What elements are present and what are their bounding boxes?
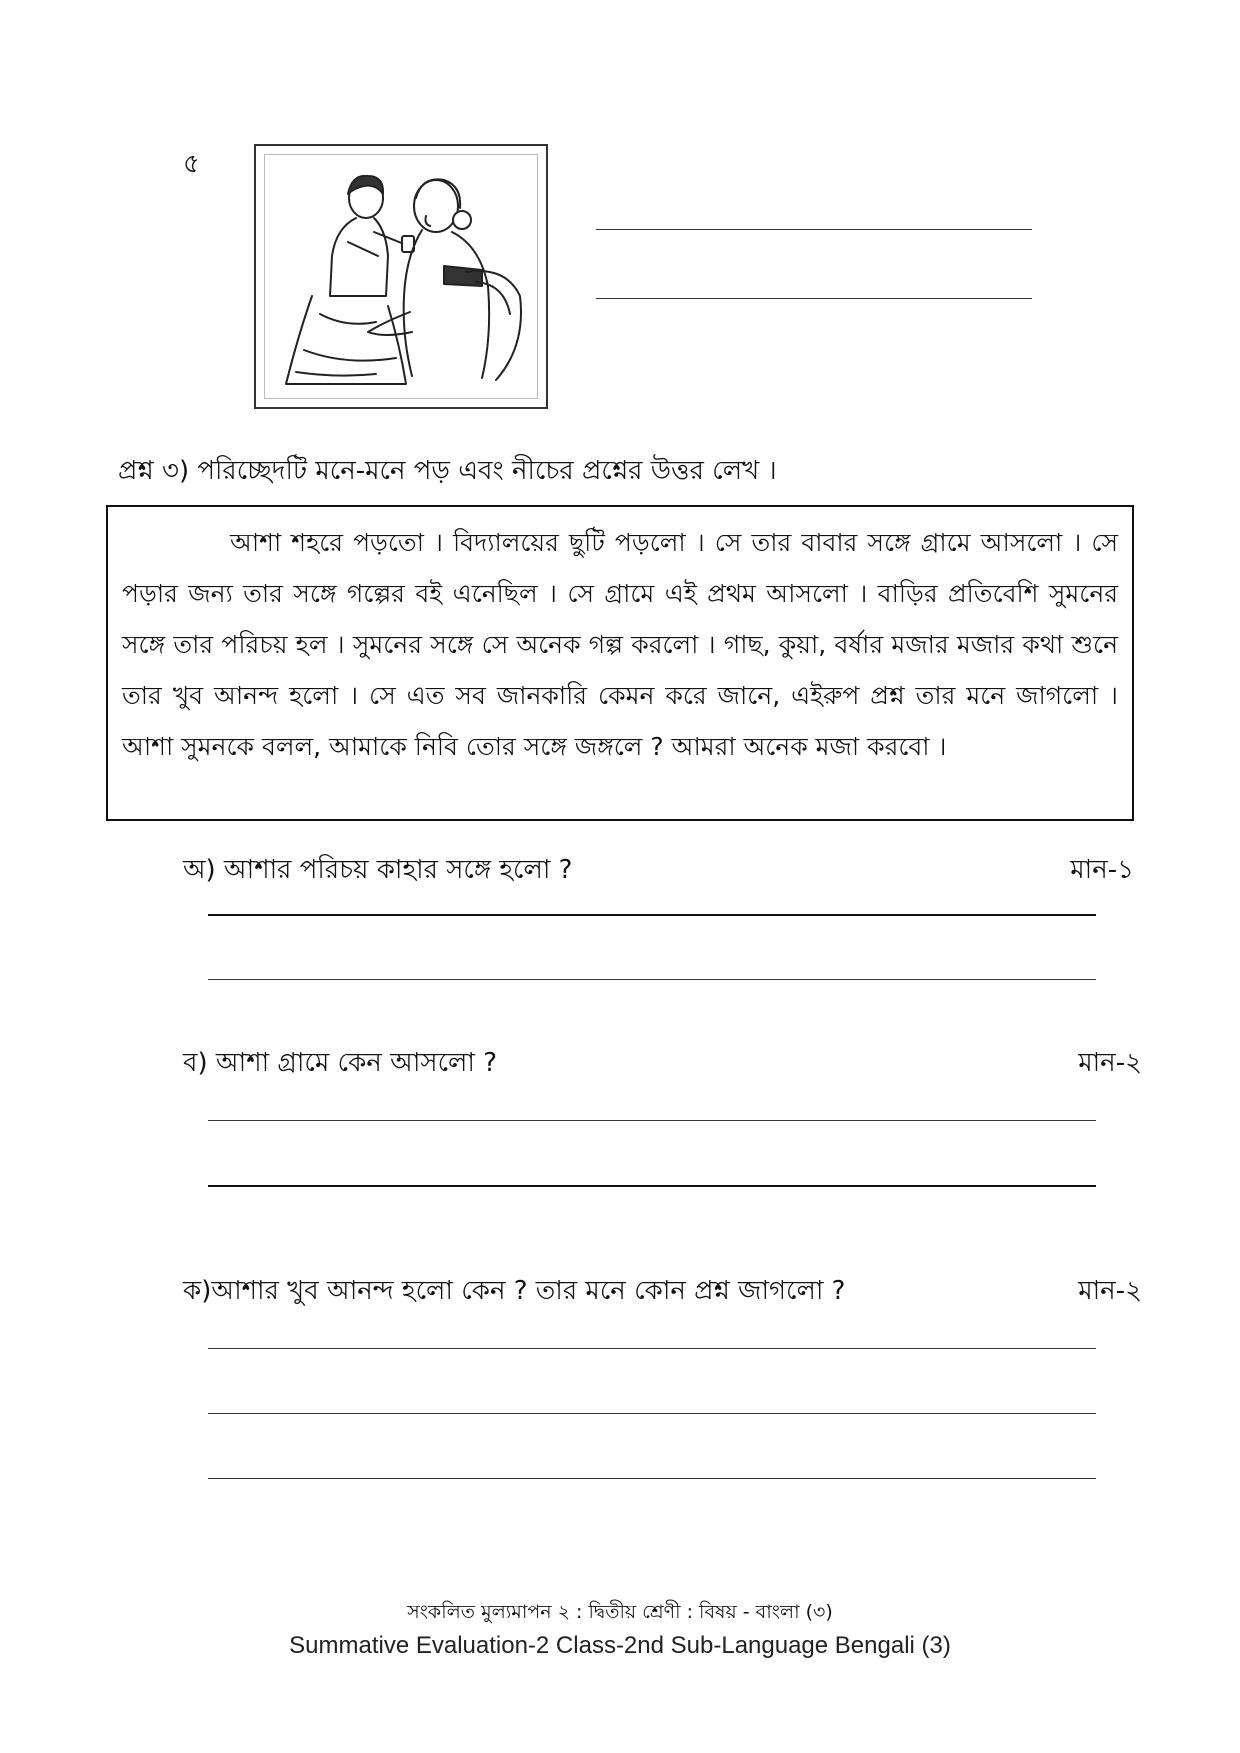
sub-question-a: অ) আশার পরিচয় কাহার সঙ্গে হলো ? — [183, 855, 573, 885]
marks-c: মান-২ — [1078, 1276, 1142, 1306]
answer-line[interactable] — [208, 1348, 1096, 1349]
girl-serving-woman-illustration — [256, 146, 550, 411]
sub-question-c: ক)আশার খুব আনন্দ হলো কেন ? তার মনে কোন প্রশ্ন জাগলো ? — [183, 1276, 846, 1306]
answer-line[interactable] — [208, 1478, 1096, 1479]
passage-text: আশা শহরে পড়তো । বিদ্যালয়ের ছুটি পড়লো । সে তার বাবার সঙ্গে গ্রামে আসলো । সে পড়ার জন্য তার সঙ্গে গল্পের বই এনেছিল । সে গ্রামে এই প্রথম আসলো । বাড়ির প্রতিবেশি সুমনের সঙ্গে তার পরিচয় হল । সুমনের সঙ্গে সে অনেক গল্প করলো । গাছ, কুয়া, বর্ষার মজার মজার কথা শুনে তার খুব আনন্দ হলো । সে এত সব জানকারি কেমন করে জানে, এইরুপ প্রশ্ন তার মনে জাগলো । আশা সুমনকে বলল, আমাকে নিবি তোর সঙ্গে জঙ্গলে ? আমরা অনেক মজা করবো । — [122, 528, 1118, 761]
answer-line[interactable] — [208, 1413, 1096, 1414]
footer-bengali: সংকলিত মুল্যমাপন ২ : দ্বিতীয় শ্রেণী : বিষয় - বাংলা (৩) — [407, 1601, 833, 1623]
item-number: ৫ — [183, 149, 200, 179]
passage-box — [106, 505, 1134, 821]
answer-line[interactable] — [208, 914, 1096, 916]
sub-question-b: ব) আশা গ্রামে কেন আসলো ? — [183, 1048, 498, 1078]
answer-line[interactable] — [596, 229, 1032, 230]
marks-a: মান-১ — [1070, 855, 1134, 885]
question-heading: প্রশ্ন ৩) পরিচ্ছেদটি মনে-মনে পড় এবং নীচের প্রশ্নের উত্তর লেখ । — [118, 456, 777, 486]
answer-line[interactable] — [596, 298, 1032, 299]
answer-line[interactable] — [208, 979, 1096, 980]
marks-b: মান-২ — [1078, 1048, 1142, 1078]
footer-english: Summative Evaluation-2 Class-2nd Sub-Language Bengali (3) — [289, 1632, 951, 1659]
illustration-frame — [254, 144, 548, 409]
answer-line[interactable] — [208, 1120, 1096, 1121]
answer-line[interactable] — [208, 1185, 1096, 1187]
